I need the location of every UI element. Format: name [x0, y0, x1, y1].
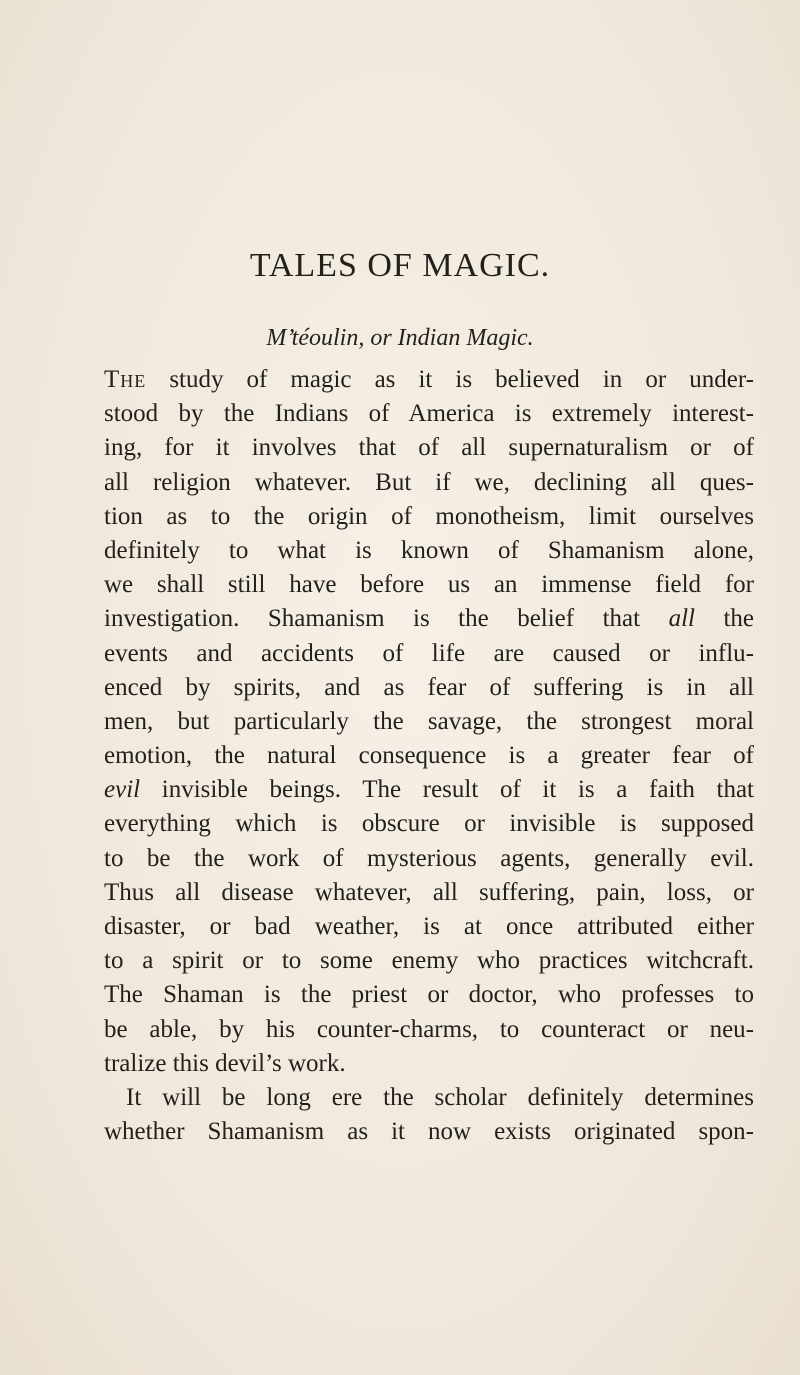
text-line: It will be long ere the scholar definitely determines [126, 1083, 754, 1111]
text-line: emotion, the natural consequence is a greater fear of [104, 742, 754, 770]
text-line: we shall still have before us an immense field for [104, 571, 754, 599]
text-line: The Shaman is the priest or doctor, who professes to [104, 981, 754, 1009]
text-line: men, but particularly the savage, the strongest moral [104, 707, 754, 735]
text-line: Thus all disease whatever, all suffering, pain, loss, or [104, 878, 754, 906]
text-line: stood by the Indians of America is extremely interest- [104, 400, 754, 428]
text-line: tion as to the origin of monotheism, limit ourselves [104, 502, 754, 530]
text-line: definitely to what is known of Shamanism alone, [104, 536, 754, 564]
text-line: whether Shamanism as it now exists originated spon- [104, 1118, 754, 1146]
text-line: ing, for it involves that of all supernaturalism or of [104, 434, 754, 462]
text-line: to a spirit or to some enemy who practices witchcraft. [104, 947, 754, 975]
section-subtitle: M’téoulin, or Indian Magic. [266, 325, 534, 351]
text-line: be able, by his counter-charms, to counteract or neu- [104, 1015, 754, 1043]
text-line: everything which is obscure or invisible is supposed [104, 810, 754, 838]
body-text [104, 363, 754, 1149]
chapter-title: TALES OF MAGIC. [249, 247, 551, 284]
emphasis: all [668, 605, 695, 633]
text-line: all religion whatever. But if we, declining all ques- [104, 468, 754, 496]
drop-lead-word: The [104, 366, 147, 393]
text-line: investigation. Shamanism is the belief that all the [104, 605, 754, 633]
text-line: to be the work of mysterious agents, generally evil. [104, 844, 754, 872]
text-line: enced by spirits, and as fear of suffering is in all [104, 673, 754, 701]
emphasis: evil [104, 776, 141, 804]
text-line: evil invisible beings. The result of it is a faith that [104, 776, 754, 804]
text-line: disaster, or bad weather, is at once attributed either [104, 913, 754, 940]
text-line: The study of magic as it is believed in or under- [104, 366, 754, 393]
text-line: tralize this devil’s work. [104, 1049, 346, 1077]
text-line: events and accidents of life are caused or influ- [104, 639, 754, 667]
